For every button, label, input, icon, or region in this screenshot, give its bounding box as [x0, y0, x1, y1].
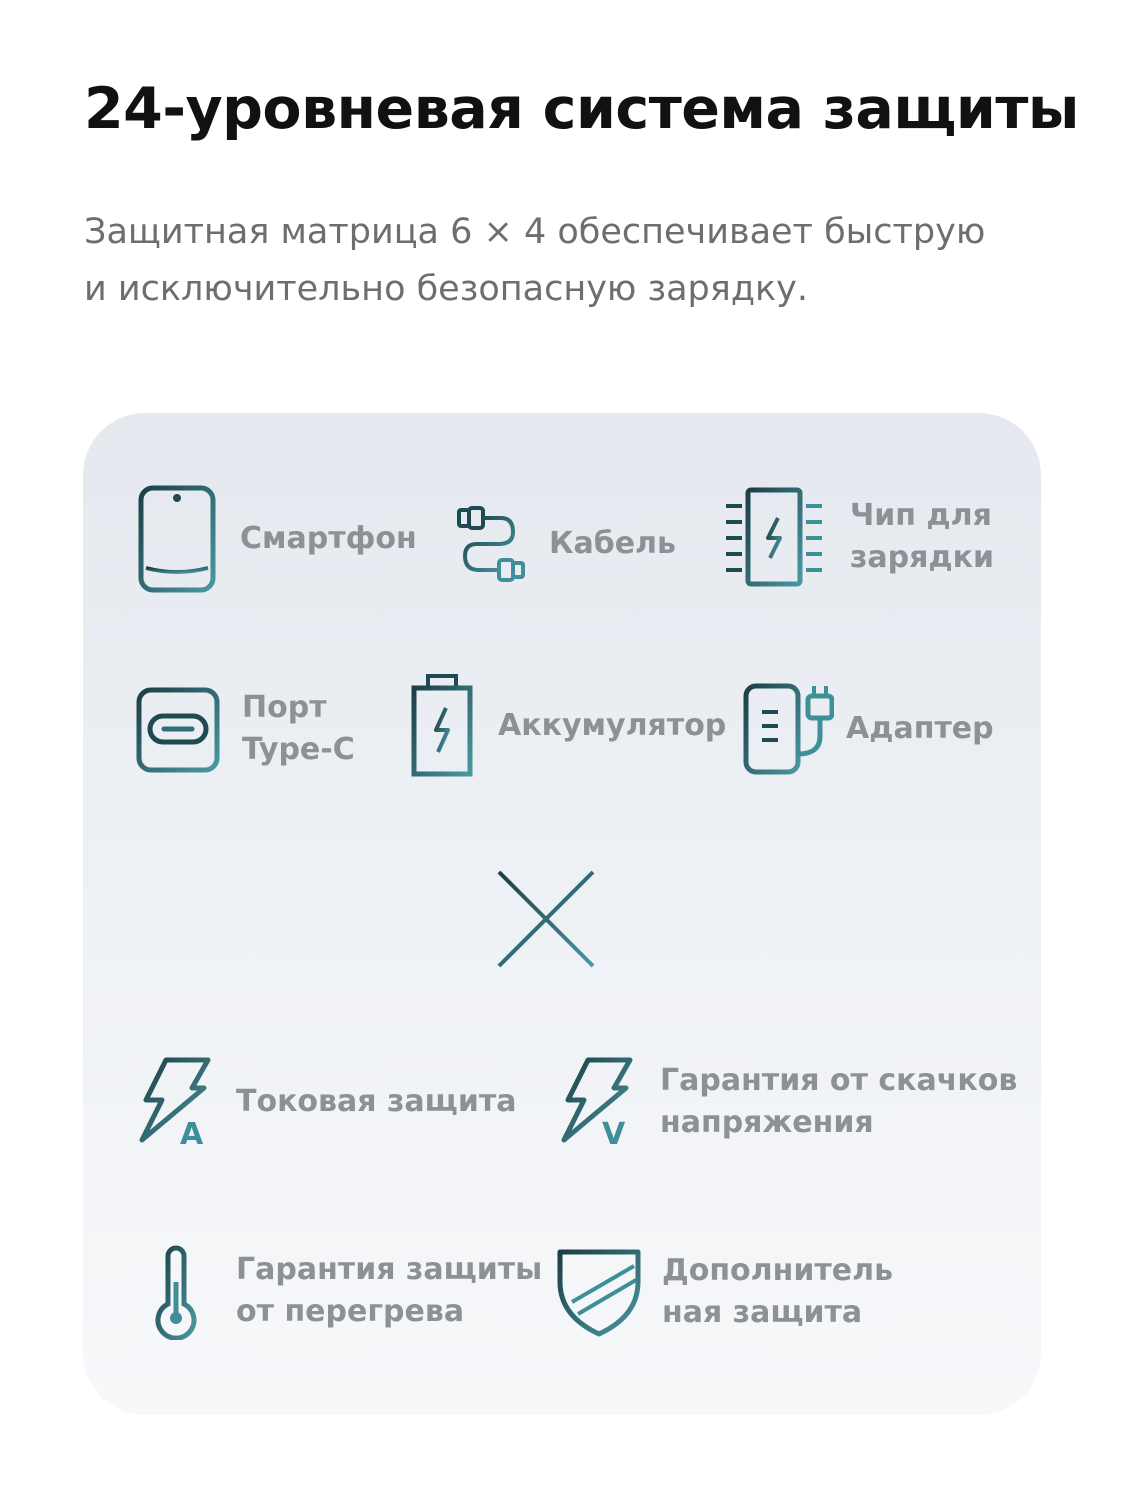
component-cable: [455, 504, 676, 584]
protection-current: [136, 1056, 516, 1148]
adapter-icon: [742, 682, 834, 776]
subtitle-line-1: Защитная матрица 6 × 4 обеспечивает быструю: [84, 212, 986, 252]
protection-label: Дополнитель ная защита: [662, 1253, 894, 1330]
protection-voltage: [558, 1056, 1017, 1148]
protection-label: Гарантия защиты от перегрева: [236, 1252, 543, 1329]
protection-additional: [556, 1246, 893, 1338]
charging-chip-icon: [724, 486, 824, 588]
svg-text:V: V: [602, 1117, 626, 1148]
component-label: Чип для зарядки: [850, 498, 995, 575]
cable-icon: [455, 504, 527, 584]
voltage-protection-icon: [558, 1056, 638, 1148]
component-smartphone: [136, 484, 417, 594]
component-usb-c-port: [136, 684, 355, 774]
protection-label: Гарантия от скачков напряжения: [660, 1063, 1018, 1140]
protection-overheat: [150, 1242, 542, 1340]
multiply-icon: [495, 868, 597, 970]
battery-icon: [410, 674, 474, 778]
page-subtitle: [84, 204, 1044, 318]
component-label: Смартфон: [240, 521, 417, 556]
component-label: Адаптер: [846, 711, 994, 746]
shield-icon: [556, 1246, 642, 1338]
subtitle-line-2: и исключительно безопасную зарядку.: [84, 269, 809, 309]
component-label: Аккумулятор: [498, 708, 727, 743]
component-charging-chip: [724, 486, 994, 588]
page-title: 24-уровневая система защиты: [84, 76, 1079, 142]
usb-c-port-icon: [136, 684, 220, 774]
svg-text:A: A: [180, 1117, 204, 1148]
component-label: Кабель: [549, 526, 677, 561]
thermometer-icon: [150, 1242, 202, 1340]
component-adapter: [742, 682, 994, 776]
current-protection-icon: [136, 1056, 216, 1148]
protection-label: Токовая защита: [236, 1084, 517, 1119]
component-label: Порт Type-C: [242, 690, 355, 767]
component-battery: [410, 674, 726, 778]
smartphone-icon: [136, 484, 218, 594]
